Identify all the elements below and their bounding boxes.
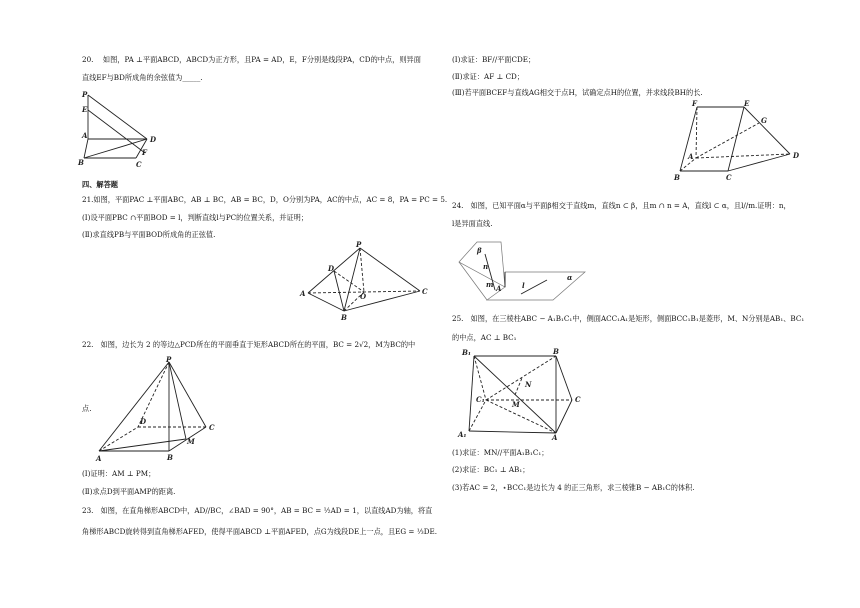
label-F: F	[142, 148, 147, 157]
label-A1: A₁	[458, 430, 467, 439]
label-l: l	[522, 281, 525, 290]
q23-line2: 角梯形ABCD旋转得到直角梯形AFED，使得平面ABCD ⊥平面AFED，点G为线段DE上一点，且EG = ⅓DE.	[82, 527, 437, 536]
label-D: D	[328, 264, 335, 273]
label-E: E	[82, 105, 88, 114]
q23-part1: (Ⅰ)求证：BF//平面CDE；	[452, 55, 536, 64]
edge-BC	[344, 291, 420, 311]
label-B: B	[553, 347, 559, 356]
q24-line2: l是异面直线.	[452, 219, 493, 228]
figure-q21	[298, 240, 433, 322]
label-D: D	[140, 417, 147, 426]
label-B: B	[341, 313, 347, 322]
q22-line2: 点.	[82, 404, 92, 413]
label-E: E	[744, 99, 750, 108]
label-A: A	[300, 289, 306, 298]
label-A: A	[496, 284, 502, 293]
label-P: P	[356, 240, 362, 249]
edge-PM	[169, 362, 186, 439]
label-D: D	[793, 151, 800, 160]
label-B: B	[167, 453, 173, 462]
q25-part1: (1)求证：MN//平面A₁B₁C₁；	[452, 448, 549, 457]
label-B1: B₁	[462, 348, 471, 357]
edge-EC	[728, 107, 744, 171]
edge-AC	[556, 400, 572, 433]
line-l	[521, 280, 547, 294]
label-G: G	[761, 116, 767, 125]
q22-line4: (Ⅱ)求点D到平面AMP的距离.	[82, 487, 176, 496]
figure-q20	[78, 88, 168, 170]
q22-line1: 22. 如图，边长为 2 的等边△PCD所在的平面垂直于矩形ABCD所在的平面，BC = 2√2，M为BC的中	[82, 340, 416, 349]
section-heading: 四、解答题	[82, 180, 118, 189]
q23-line1: 23. 如图，在直角梯形ABCD中，AD//BC，∠BAD = 90°，AB = BC = ½AD = 1，以直线AD为轴，将直	[82, 506, 433, 515]
q25-part2: (2)求证：BC₁ ⊥ AB₁；	[452, 465, 530, 474]
q24-line1: 24. 如图，已知平面α与平面β相交于直线m，直线n ⊂ β，且m ∩ n = A，直线l ⊂ α，且l//m.证明：n，	[452, 201, 791, 210]
edge-B1A1	[469, 356, 474, 431]
label-C: C	[726, 173, 732, 182]
edge-BC	[556, 356, 572, 400]
label-C: C	[136, 160, 142, 169]
q20-line2: 直线EF与BD所成角的余弦值为_____.	[82, 73, 203, 82]
q23-part2: (Ⅱ)求证：AF ⊥ CD；	[452, 72, 525, 81]
edge-AD	[99, 427, 138, 451]
label-C: C	[575, 395, 581, 404]
edge-PC	[169, 362, 206, 427]
label-B: B	[78, 158, 84, 167]
plane-beta	[459, 242, 505, 287]
edge-PA	[99, 362, 169, 451]
edge-AB	[308, 293, 344, 311]
label-P: P	[82, 90, 88, 99]
edge-AG	[696, 123, 759, 158]
q25-part3: (3)若AC = 2，⋆BCC₁是边长为 4 的正三角形，求三棱锥B − AB₁C的体积.	[452, 483, 695, 492]
edge-PO	[360, 248, 364, 292]
segment-MN	[515, 378, 522, 395]
q25-line1: 25. 如图，在三棱柱ABC − A₁B₁C₁中，侧面ACC₁A₁是矩形，侧面BCC₁B₁是菱形，M、N分别是AB₁、BC₁	[452, 314, 805, 323]
label-A: A	[82, 131, 88, 140]
edge-A1A	[469, 431, 556, 433]
label-P: P	[166, 355, 172, 364]
figure-q25	[456, 345, 596, 441]
edge-B1C1	[474, 356, 486, 400]
edge-C1B	[486, 356, 556, 400]
edge-FB	[680, 107, 697, 171]
label-A: A	[96, 454, 102, 463]
label-N: N	[525, 380, 532, 389]
q21-line2: (Ⅰ)设平面PBC ∩平面BOD = l，判断直线l与PC的位置关系，并证明；	[82, 213, 309, 222]
q23-part3: (Ⅲ)若平面BCEF与直线AG相交于点H，试确定点H的位置，并求线段BH的长.	[452, 88, 703, 97]
label-M: M	[187, 437, 195, 446]
figure-q24	[455, 238, 590, 304]
label-A: A	[552, 433, 558, 442]
q25-line2: 的中点，AC ⊥ BC₁	[452, 333, 517, 342]
q22-line3: (Ⅰ)证明：AM ⊥ PM；	[82, 469, 156, 478]
figure-q23	[672, 98, 807, 184]
label-C: C	[209, 423, 215, 432]
label-C1: C₁	[476, 395, 485, 404]
label-O: O	[360, 292, 367, 301]
label-B: B	[674, 173, 680, 182]
label-M: M	[512, 400, 520, 409]
edge-ED	[744, 107, 790, 154]
edge-PC	[360, 248, 420, 291]
figure-q22	[88, 355, 223, 463]
label-beta: β	[477, 246, 482, 255]
edge-AM	[99, 439, 186, 451]
edge-A1C1	[469, 400, 486, 431]
edge-AB	[84, 139, 88, 158]
label-F: F	[692, 99, 697, 108]
label-alpha: α	[567, 273, 573, 282]
label-D: D	[150, 135, 157, 144]
q21-line1: 21.如图，平面PAC ⊥平面ABC，AB ⊥ BC，AB = BC，D，O分别为PA，AC的中点，AC = 8，PA = PC = 5.	[82, 195, 448, 204]
edge-FA	[696, 107, 697, 158]
label-A: A	[688, 152, 694, 161]
q21-line3: (Ⅱ)求直线PB与平面BOD所成角的正弦值.	[82, 230, 216, 239]
edge-C1A	[486, 400, 556, 433]
label-n: n	[483, 262, 489, 271]
label-C: C	[422, 287, 428, 296]
q20-line1: 20. 如图，PA ⊥平面ABCD，ABCD为正方形，且PA = AD，E，F分别是线段PA，CD的中点，则异面	[82, 55, 421, 64]
label-m: m	[486, 280, 494, 289]
